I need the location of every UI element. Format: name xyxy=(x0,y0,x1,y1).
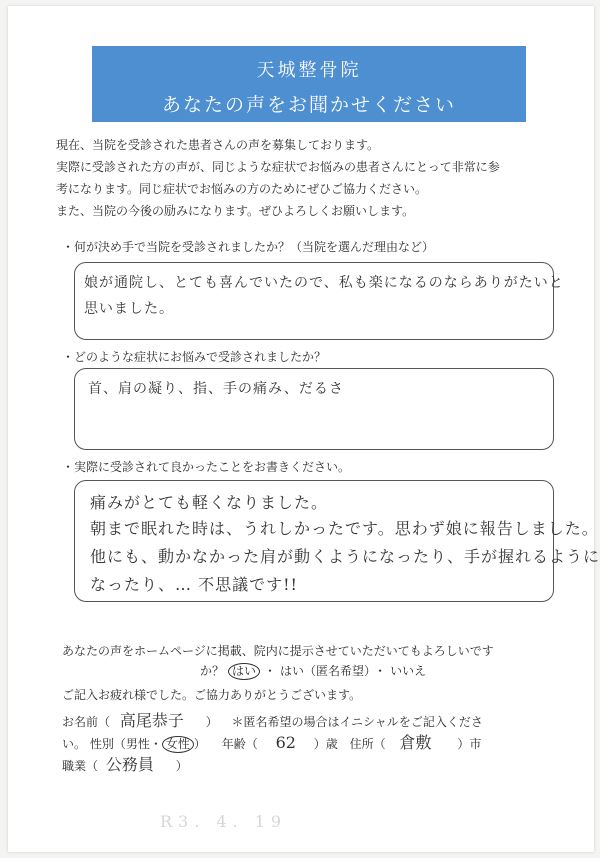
consent-no-option[interactable]: いいえ xyxy=(390,664,427,678)
address-label: 住所（ xyxy=(349,737,386,751)
answer-1-line: 思いました。 xyxy=(84,301,174,317)
corner-mark xyxy=(462,10,502,20)
headline: あなたの声をお聞かせください xyxy=(161,94,456,116)
age-label: 年齢（ xyxy=(221,737,258,751)
answer-3-line: 痛みがとても軽くなりました。 xyxy=(90,493,329,512)
name-label: お名前（ xyxy=(62,715,111,729)
name-value[interactable]: 高尾恭子 xyxy=(119,711,184,730)
gender-female-option[interactable]: 女性 xyxy=(162,736,194,753)
answer-3-line: 朝まで眠れた時は、うれしかったです。思わず娘に報告しました。 xyxy=(90,519,599,538)
header-banner xyxy=(92,46,526,122)
name-close: ） xyxy=(205,715,218,729)
consent-separator: ・ xyxy=(374,664,387,678)
job-close: ） xyxy=(175,759,188,773)
intro-text xyxy=(56,134,556,222)
gender-male-option[interactable]: 男性 xyxy=(125,737,150,751)
consent-yes-option[interactable]: はい xyxy=(228,663,260,680)
date-stamp: R3. 4. 19 xyxy=(160,812,288,831)
name-row xyxy=(62,708,483,731)
job-value[interactable]: 公務員 xyxy=(105,755,154,774)
intro-line: 考になります。同じ症状でお悩みの方のためにぜひご協力ください。 xyxy=(56,182,428,196)
answer-3-line: なったり、… 不思議です!! xyxy=(90,575,298,594)
question-1-label: ・何が決め手で当院を受診されましたか？（当院を選んだ理由など） xyxy=(62,240,435,254)
age-value[interactable]: 62 xyxy=(275,733,296,752)
consent-anon-option[interactable]: はい（匿名希望） xyxy=(280,664,371,678)
thanks-text: ご記入お疲れ様でした。ご協力ありがとうございます。 xyxy=(62,688,362,702)
answer-3-line: 他にも、動かなかった肩が動くようになったり、手が握れるように xyxy=(90,547,600,566)
intro-line: 実際に受診された方の声が、同じような症状でお悩みの患者さんにとって非常に参 xyxy=(56,160,500,174)
answer-1-line: 娘が通院し、とても喜んでいたので、私も楽になるのならありがたいと xyxy=(84,275,564,291)
age-close: ）歳 xyxy=(313,737,338,751)
profile-row xyxy=(62,730,481,753)
gender-close: ） xyxy=(193,737,206,751)
gender-label: 性別（ xyxy=(89,737,126,751)
job-label: 職業（ xyxy=(62,759,99,773)
consent-options xyxy=(200,662,430,680)
consent-prefix: か？ xyxy=(200,664,225,678)
consent-question: あなたの声をホームページに掲載、院内に提示させていただいてもよろしいです xyxy=(62,644,494,658)
anon-note: ＊匿名希望の場合はイニシャルをご記入くださ xyxy=(231,715,483,729)
intro-line: 現在、当院を受診された患者さんの声を募集しております。 xyxy=(56,138,380,152)
intro-line: また、当院の今後の励みになります。ぜひよろしくお願いします。 xyxy=(56,204,415,218)
address-close: ）市 xyxy=(457,737,482,751)
gender-separator: ・ xyxy=(149,737,162,751)
question-2-label: ・どのような症状にお悩みで受診されましたか？ xyxy=(62,350,327,364)
job-row xyxy=(62,752,188,775)
answer-2-line: 首、肩の凝り、指、手の痛み、だるさ xyxy=(88,381,344,397)
clinic-name: 天城整骨院 xyxy=(256,60,362,81)
question-3-label: ・実際に受診されて良かったことをお書きください。 xyxy=(62,460,351,474)
address-value[interactable]: 倉敷 xyxy=(399,733,432,752)
anon-note-cont: い。 xyxy=(62,737,87,751)
consent-separator: ・ xyxy=(264,664,277,678)
